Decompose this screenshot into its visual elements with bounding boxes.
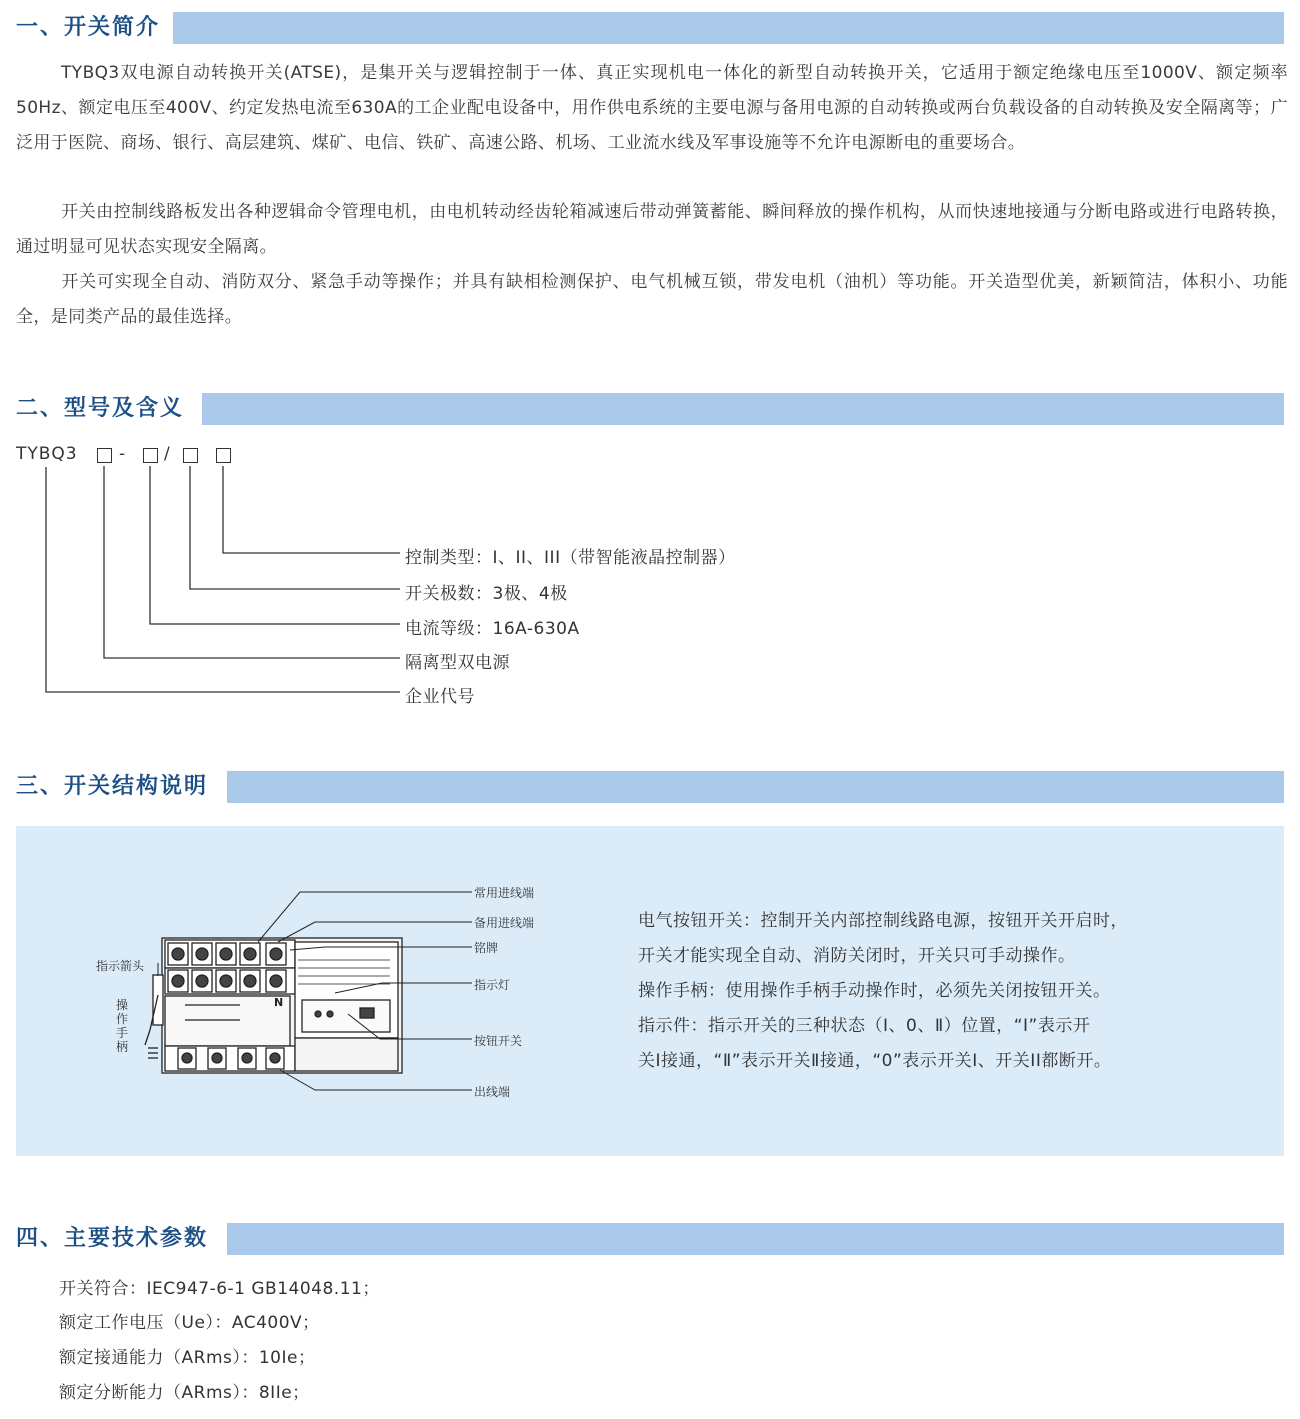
section-bar-structure	[227, 771, 1284, 803]
section-title-structure: 三、开关结构说明	[16, 774, 209, 799]
callout-backup-input: 备用进线端	[474, 916, 535, 930]
spec-standard: 开关符合：IEC947-6-1 GB14048.11；	[59, 1279, 380, 1299]
intro-text-3: 开关可实现全自动、消防双分、紧急手动等操作；并具有缺相检测保护、电气机械互锁，带发电机（油机）等功能。开关造型优美，新颖简洁，体积小、功能全，是同类产品的最佳选择。	[16, 272, 1288, 327]
section-bar-specs	[227, 1223, 1284, 1255]
structure-desc-5: 关I接通，“Ⅱ”表示开关Ⅱ接通，“0”表示开关I、开关II都断开。	[638, 1051, 1112, 1071]
structure-desc-2: 开关才能实现全自动、消防关闭时，开关只可手动操作。	[638, 946, 1076, 966]
callout-indicator-light: 指示灯	[474, 978, 511, 992]
model-dash: -	[119, 444, 126, 464]
model-label-current: 电流等级：16A-630A	[405, 619, 580, 639]
structure-desc-1: 电气按钮开关：控制开关内部控制线路电源，按钮开关开启时，	[638, 911, 1128, 931]
model-label-isolation: 隔离型双电源	[405, 653, 510, 673]
callout-nameplate: 铭牌	[474, 941, 499, 955]
section-title-model: 二、型号及含义	[16, 396, 185, 421]
spec-making-capacity: 额定接通能力（ARms）：10Ie；	[59, 1348, 316, 1368]
panel-n-label: N	[274, 996, 284, 1009]
callout-indicator-arrow: 指示箭头	[96, 959, 145, 973]
structure-desc-4: 指示件：指示开关的三种状态（I、0、Ⅱ）位置，“I”表示开	[638, 1016, 1091, 1036]
intro-text-1: TYBQ3双电源自动转换开关(ATSE)，是集开关与逻辑控制于一体、真正实现机电一体化的新型自动转换开关，它适用于额定绝缘电压至1000V、额定频率50Hz、额定电压至400V、约定发热电流至630A的工企业配电设备中，用作供电系统的主要电源与备用电源的自动转换或两台负载设备的自动转换及安全隔离等；广泛用于医院、商场、银行、高层建筑、煤矿、电信、铁矿、高速公路、机场、工业流水线及军事设施等不允许电源断电的重要场合。	[16, 63, 1288, 153]
callout-button-switch: 按钮开关	[474, 1034, 523, 1048]
structure-desc-3: 操作手柄：使用操作手柄手动操作时，必须先关闭按钮开关。	[638, 981, 1111, 1001]
section-title-specs: 四、主要技术参数	[16, 1226, 209, 1251]
model-slash: /	[164, 444, 170, 464]
spec-breaking-capacity: 额定分断能力（ARms）：8IIe；	[59, 1383, 310, 1403]
callout-handle: 操作手柄	[116, 998, 129, 1054]
callout-output: 出线端	[474, 1085, 511, 1099]
model-leader-lines	[0, 0, 420, 720]
callout-common-input: 常用进线端	[474, 886, 535, 900]
model-label-poles: 开关极数：3极、4极	[405, 584, 568, 604]
intro-text-2: 开关由控制线路板发出各种逻辑命令管理电机，由电机转动经齿轮箱减速后带动弹簧蓄能、瞬间释放的操作机构，从而快速地接通与分断电路或进行电路转换，通过明显可见状态实现安全隔离。	[16, 202, 1288, 257]
model-label-company: 企业代号	[405, 687, 475, 707]
spec-voltage: 额定工作电压（Ue）：AC400V；	[59, 1313, 320, 1333]
model-label-control-type: 控制类型：I、II、III（带智能液晶控制器）	[405, 548, 736, 568]
section-title-intro: 一、开关简介	[16, 15, 161, 40]
model-code: TYBQ3	[16, 444, 78, 464]
